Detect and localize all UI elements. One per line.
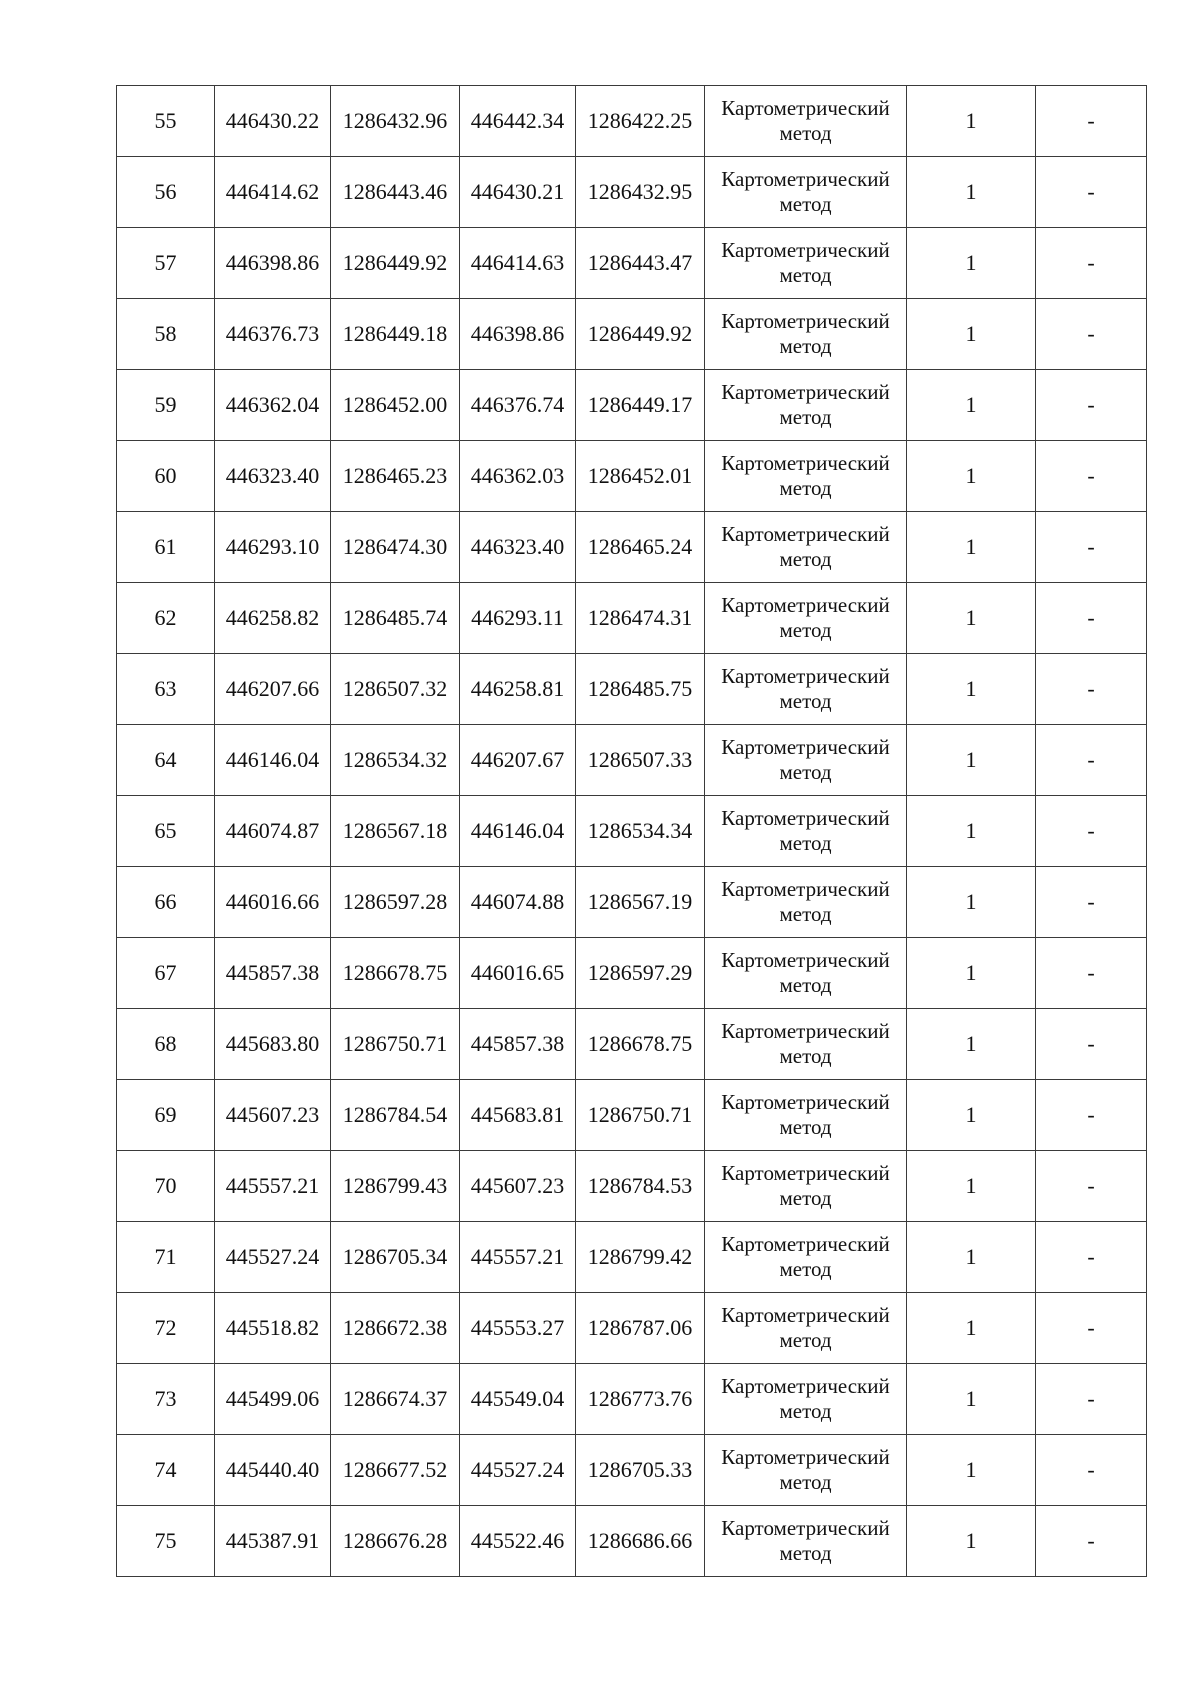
x-coordinate-cell: 446362.04	[215, 370, 331, 441]
previous-y-coordinate-cell: 1286773.76	[576, 1364, 705, 1435]
point-number-cell: 63	[117, 654, 215, 725]
point-number-cell: 67	[117, 938, 215, 1009]
method-text: Картометрический	[721, 806, 890, 830]
method-cell	[705, 938, 907, 1009]
previous-y-coordinate-cell: 1286799.42	[576, 1222, 705, 1293]
accuracy-cell: 1	[907, 1080, 1036, 1151]
table-row	[117, 1435, 1147, 1506]
method-text: Картометрический	[721, 522, 890, 546]
accuracy-cell: 1	[907, 1222, 1036, 1293]
method-text: Картометрический	[721, 96, 890, 120]
x-coordinate-cell: 445857.38	[215, 938, 331, 1009]
method-text: метод	[779, 1328, 832, 1352]
table-row	[117, 299, 1147, 370]
method-cell	[705, 1293, 907, 1364]
previous-x-coordinate-cell: 446323.40	[460, 512, 576, 583]
note-cell: -	[1036, 1293, 1147, 1364]
point-number-cell: 62	[117, 583, 215, 654]
previous-x-coordinate-cell: 446207.67	[460, 725, 576, 796]
x-coordinate-cell: 446323.40	[215, 441, 331, 512]
method-text: метод	[779, 760, 832, 784]
accuracy-cell: 1	[907, 299, 1036, 370]
method-cell	[705, 370, 907, 441]
point-number-cell: 55	[117, 86, 215, 157]
y-coordinate-cell: 1286443.46	[331, 157, 460, 228]
y-coordinate-cell: 1286674.37	[331, 1364, 460, 1435]
coordinates-table	[116, 85, 1147, 1577]
table-row	[117, 1364, 1147, 1435]
method-cell	[705, 583, 907, 654]
previous-x-coordinate-cell: 445683.81	[460, 1080, 576, 1151]
method-cell	[705, 299, 907, 370]
point-number-cell: 74	[117, 1435, 215, 1506]
y-coordinate-cell: 1286678.75	[331, 938, 460, 1009]
table-row	[117, 583, 1147, 654]
table-row	[117, 725, 1147, 796]
table-row	[117, 157, 1147, 228]
method-text: Картометрический	[721, 1374, 890, 1398]
x-coordinate-cell: 445607.23	[215, 1080, 331, 1151]
x-coordinate-cell: 446430.22	[215, 86, 331, 157]
x-coordinate-cell: 446376.73	[215, 299, 331, 370]
note-cell: -	[1036, 1080, 1147, 1151]
previous-y-coordinate-cell: 1286787.06	[576, 1293, 705, 1364]
method-text: метод	[779, 405, 832, 429]
x-coordinate-cell: 446207.66	[215, 654, 331, 725]
x-coordinate-cell: 446293.10	[215, 512, 331, 583]
previous-x-coordinate-cell: 445557.21	[460, 1222, 576, 1293]
accuracy-cell: 1	[907, 1151, 1036, 1222]
method-cell	[705, 1009, 907, 1080]
method-cell	[705, 1506, 907, 1577]
point-number-cell: 60	[117, 441, 215, 512]
table-row	[117, 86, 1147, 157]
method-cell	[705, 1435, 907, 1506]
note-cell: -	[1036, 938, 1147, 1009]
method-text: метод	[779, 121, 832, 145]
method-text: Картометрический	[721, 380, 890, 404]
method-cell	[705, 512, 907, 583]
previous-x-coordinate-cell: 446398.86	[460, 299, 576, 370]
previous-y-coordinate-cell: 1286432.95	[576, 157, 705, 228]
x-coordinate-cell: 445557.21	[215, 1151, 331, 1222]
method-cell	[705, 228, 907, 299]
previous-y-coordinate-cell: 1286534.34	[576, 796, 705, 867]
accuracy-cell: 1	[907, 1293, 1036, 1364]
note-cell: -	[1036, 1364, 1147, 1435]
previous-x-coordinate-cell: 445857.38	[460, 1009, 576, 1080]
y-coordinate-cell: 1286567.18	[331, 796, 460, 867]
accuracy-cell: 1	[907, 867, 1036, 938]
accuracy-cell: 1	[907, 1009, 1036, 1080]
y-coordinate-cell: 1286750.71	[331, 1009, 460, 1080]
previous-y-coordinate-cell: 1286422.25	[576, 86, 705, 157]
previous-x-coordinate-cell: 446293.11	[460, 583, 576, 654]
note-cell: -	[1036, 512, 1147, 583]
method-text: Картометрический	[721, 1303, 890, 1327]
previous-x-coordinate-cell: 446016.65	[460, 938, 576, 1009]
method-cell	[705, 441, 907, 512]
accuracy-cell: 1	[907, 86, 1036, 157]
previous-y-coordinate-cell: 1286686.66	[576, 1506, 705, 1577]
table-row	[117, 1151, 1147, 1222]
note-cell: -	[1036, 583, 1147, 654]
accuracy-cell: 1	[907, 1435, 1036, 1506]
point-number-cell: 64	[117, 725, 215, 796]
note-cell: -	[1036, 1009, 1147, 1080]
method-cell	[705, 86, 907, 157]
x-coordinate-cell: 445527.24	[215, 1222, 331, 1293]
previous-y-coordinate-cell: 1286452.01	[576, 441, 705, 512]
note-cell: -	[1036, 1435, 1147, 1506]
note-cell: -	[1036, 867, 1147, 938]
previous-x-coordinate-cell: 445553.27	[460, 1293, 576, 1364]
method-text: Картометрический	[721, 1090, 890, 1114]
y-coordinate-cell: 1286474.30	[331, 512, 460, 583]
previous-y-coordinate-cell: 1286567.19	[576, 867, 705, 938]
accuracy-cell: 1	[907, 654, 1036, 725]
accuracy-cell: 1	[907, 370, 1036, 441]
previous-x-coordinate-cell: 446074.88	[460, 867, 576, 938]
method-text: метод	[779, 263, 832, 287]
table-row	[117, 441, 1147, 512]
y-coordinate-cell: 1286597.28	[331, 867, 460, 938]
y-coordinate-cell: 1286705.34	[331, 1222, 460, 1293]
point-number-cell: 72	[117, 1293, 215, 1364]
previous-y-coordinate-cell: 1286474.31	[576, 583, 705, 654]
note-cell: -	[1036, 1506, 1147, 1577]
previous-y-coordinate-cell: 1286485.75	[576, 654, 705, 725]
table-row	[117, 938, 1147, 1009]
method-text: Картометрический	[721, 948, 890, 972]
previous-x-coordinate-cell: 445522.46	[460, 1506, 576, 1577]
method-text: Картометрический	[721, 309, 890, 333]
table-row	[117, 1506, 1147, 1577]
method-text: Картометрический	[721, 238, 890, 262]
table-row	[117, 1222, 1147, 1293]
note-cell: -	[1036, 1151, 1147, 1222]
point-number-cell: 65	[117, 796, 215, 867]
method-text: метод	[779, 334, 832, 358]
accuracy-cell: 1	[907, 583, 1036, 654]
table-row	[117, 796, 1147, 867]
note-cell: -	[1036, 1222, 1147, 1293]
method-text: метод	[779, 1541, 832, 1565]
y-coordinate-cell: 1286784.54	[331, 1080, 460, 1151]
method-text: метод	[779, 902, 832, 926]
note-cell: -	[1036, 725, 1147, 796]
method-text: Картометрический	[721, 1516, 890, 1540]
method-text: метод	[779, 831, 832, 855]
method-cell	[705, 1222, 907, 1293]
table-row	[117, 654, 1147, 725]
accuracy-cell: 1	[907, 796, 1036, 867]
method-text: метод	[779, 1257, 832, 1281]
method-text: Картометрический	[721, 451, 890, 475]
previous-y-coordinate-cell: 1286678.75	[576, 1009, 705, 1080]
y-coordinate-cell: 1286676.28	[331, 1506, 460, 1577]
accuracy-cell: 1	[907, 1506, 1036, 1577]
previous-x-coordinate-cell: 445527.24	[460, 1435, 576, 1506]
y-coordinate-cell: 1286799.43	[331, 1151, 460, 1222]
point-number-cell: 70	[117, 1151, 215, 1222]
method-text: Картометрический	[721, 167, 890, 191]
method-text: Картометрический	[721, 664, 890, 688]
method-text: Картометрический	[721, 1232, 890, 1256]
x-coordinate-cell: 446146.04	[215, 725, 331, 796]
method-text: Картометрический	[721, 735, 890, 759]
previous-y-coordinate-cell: 1286597.29	[576, 938, 705, 1009]
y-coordinate-cell: 1286534.32	[331, 725, 460, 796]
x-coordinate-cell: 445683.80	[215, 1009, 331, 1080]
method-text: метод	[779, 192, 832, 216]
previous-x-coordinate-cell: 446258.81	[460, 654, 576, 725]
table-row	[117, 370, 1147, 441]
previous-y-coordinate-cell: 1286449.17	[576, 370, 705, 441]
previous-y-coordinate-cell: 1286750.71	[576, 1080, 705, 1151]
method-text: метод	[779, 1186, 832, 1210]
previous-x-coordinate-cell: 446146.04	[460, 796, 576, 867]
accuracy-cell: 1	[907, 725, 1036, 796]
table-row	[117, 1009, 1147, 1080]
method-text: метод	[779, 476, 832, 500]
method-text: метод	[779, 1044, 832, 1068]
previous-x-coordinate-cell: 446362.03	[460, 441, 576, 512]
method-text: Картометрический	[721, 593, 890, 617]
previous-x-coordinate-cell: 446376.74	[460, 370, 576, 441]
note-cell: -	[1036, 654, 1147, 725]
x-coordinate-cell: 446414.62	[215, 157, 331, 228]
note-cell: -	[1036, 86, 1147, 157]
method-text: Картометрический	[721, 877, 890, 901]
method-text: метод	[779, 973, 832, 997]
table-row	[117, 1080, 1147, 1151]
method-text: метод	[779, 618, 832, 642]
table-row	[117, 1293, 1147, 1364]
point-number-cell: 56	[117, 157, 215, 228]
y-coordinate-cell: 1286449.92	[331, 228, 460, 299]
method-text: Картометрический	[721, 1019, 890, 1043]
x-coordinate-cell: 445499.06	[215, 1364, 331, 1435]
previous-y-coordinate-cell: 1286507.33	[576, 725, 705, 796]
note-cell: -	[1036, 157, 1147, 228]
point-number-cell: 73	[117, 1364, 215, 1435]
point-number-cell: 71	[117, 1222, 215, 1293]
note-cell: -	[1036, 441, 1147, 512]
method-cell	[705, 1364, 907, 1435]
previous-y-coordinate-cell: 1286705.33	[576, 1435, 705, 1506]
accuracy-cell: 1	[907, 157, 1036, 228]
method-text: метод	[779, 1115, 832, 1139]
accuracy-cell: 1	[907, 228, 1036, 299]
method-text: Картометрический	[721, 1161, 890, 1185]
method-cell	[705, 157, 907, 228]
previous-y-coordinate-cell: 1286784.53	[576, 1151, 705, 1222]
point-number-cell: 66	[117, 867, 215, 938]
y-coordinate-cell: 1286465.23	[331, 441, 460, 512]
previous-x-coordinate-cell: 446430.21	[460, 157, 576, 228]
accuracy-cell: 1	[907, 441, 1036, 512]
note-cell: -	[1036, 228, 1147, 299]
table-row	[117, 228, 1147, 299]
method-text: метод	[779, 1470, 832, 1494]
point-number-cell: 68	[117, 1009, 215, 1080]
method-text: метод	[779, 1399, 832, 1423]
note-cell: -	[1036, 299, 1147, 370]
x-coordinate-cell: 446016.66	[215, 867, 331, 938]
accuracy-cell: 1	[907, 512, 1036, 583]
method-cell	[705, 796, 907, 867]
method-cell	[705, 725, 907, 796]
y-coordinate-cell: 1286432.96	[331, 86, 460, 157]
method-text: метод	[779, 689, 832, 713]
method-text: метод	[779, 547, 832, 571]
point-number-cell: 61	[117, 512, 215, 583]
previous-x-coordinate-cell: 446414.63	[460, 228, 576, 299]
previous-y-coordinate-cell: 1286465.24	[576, 512, 705, 583]
method-cell	[705, 867, 907, 938]
y-coordinate-cell: 1286507.32	[331, 654, 460, 725]
point-number-cell: 75	[117, 1506, 215, 1577]
note-cell: -	[1036, 370, 1147, 441]
x-coordinate-cell: 445440.40	[215, 1435, 331, 1506]
previous-x-coordinate-cell: 445549.04	[460, 1364, 576, 1435]
point-number-cell: 59	[117, 370, 215, 441]
x-coordinate-cell: 446258.82	[215, 583, 331, 654]
y-coordinate-cell: 1286672.38	[331, 1293, 460, 1364]
x-coordinate-cell: 445518.82	[215, 1293, 331, 1364]
note-cell: -	[1036, 796, 1147, 867]
x-coordinate-cell: 445387.91	[215, 1506, 331, 1577]
point-number-cell: 57	[117, 228, 215, 299]
x-coordinate-cell: 446074.87	[215, 796, 331, 867]
previous-x-coordinate-cell: 445607.23	[460, 1151, 576, 1222]
point-number-cell: 58	[117, 299, 215, 370]
accuracy-cell: 1	[907, 1364, 1036, 1435]
table-row	[117, 512, 1147, 583]
y-coordinate-cell: 1286485.74	[331, 583, 460, 654]
table-body	[117, 86, 1147, 1577]
method-cell	[705, 1080, 907, 1151]
y-coordinate-cell: 1286449.18	[331, 299, 460, 370]
table-row	[117, 867, 1147, 938]
y-coordinate-cell: 1286677.52	[331, 1435, 460, 1506]
previous-y-coordinate-cell: 1286443.47	[576, 228, 705, 299]
method-text: Картометрический	[721, 1445, 890, 1469]
point-number-cell: 69	[117, 1080, 215, 1151]
previous-y-coordinate-cell: 1286449.92	[576, 299, 705, 370]
x-coordinate-cell: 446398.86	[215, 228, 331, 299]
method-cell	[705, 1151, 907, 1222]
previous-x-coordinate-cell: 446442.34	[460, 86, 576, 157]
y-coordinate-cell: 1286452.00	[331, 370, 460, 441]
method-cell	[705, 654, 907, 725]
accuracy-cell: 1	[907, 938, 1036, 1009]
